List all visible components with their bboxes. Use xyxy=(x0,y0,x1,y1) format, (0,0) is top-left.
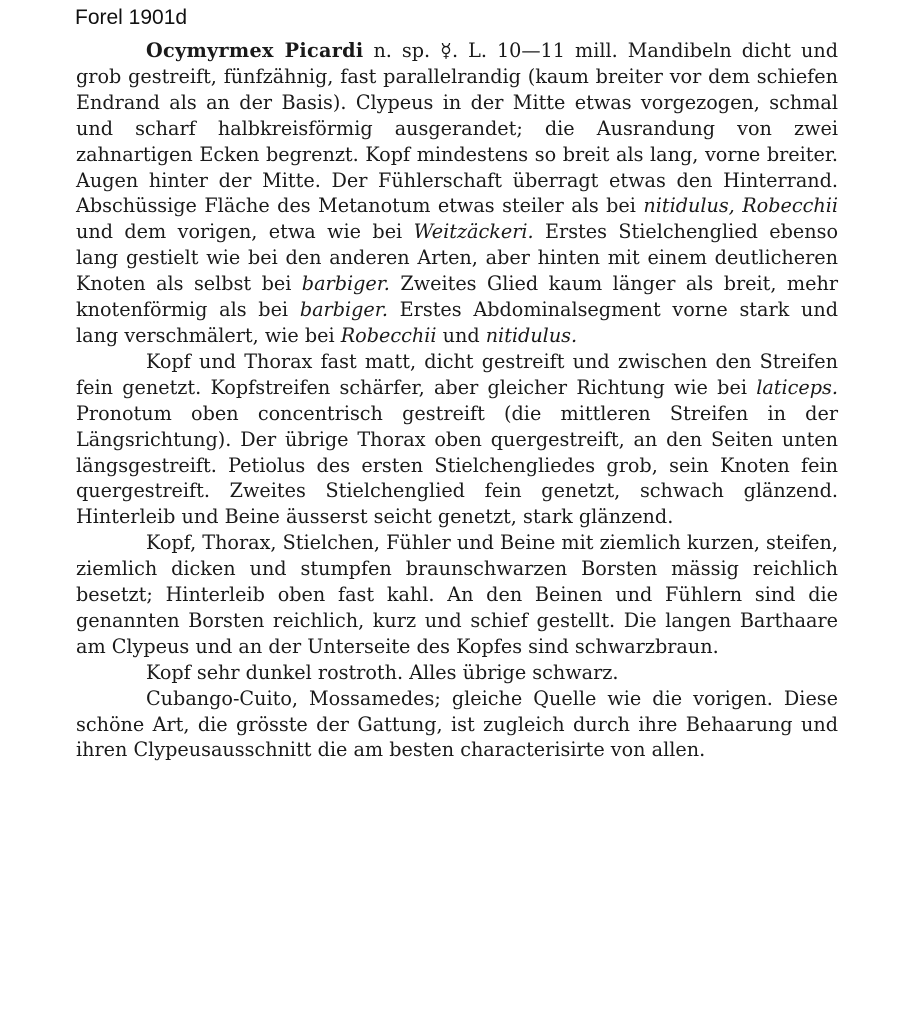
text-segment: n. sp. ☿. L. 10—11 mill. Mandibeln dicht und grob gestreift, fünfzähnig, fast parallelrandig (kaum breiter vor dem schiefen Endrand als an der Basis). Clypeus in der Mitte etwas vorgezogen, schmal und scharf halbkreisförmig ausgerandet; die Ausrandung von zwei zahnartigen Ecken begrenzt. Kopf mindestens so breit als lang, vorne breiter. Augen hinter der Mitte. Der Fühlerschaft überragt etwas den Hinterrand. Abschüssige Fläche des Metanotum etwas steiler als bei xyxy=(76,39,839,218)
taxon-name: nitidulus. xyxy=(485,323,578,347)
text-segment: und xyxy=(436,323,486,347)
text-segment: Pronotum oben concentrisch gestreift (die mittleren Streifen in der Längsrichtung). Der übrige Thorax oben quergestreift, an den Seiten unten längsgestreift. Petiolus des ersten Stielchengliedes grob, sein Knoten fein quergestreift. Zweites Stielchenglied fein genetzt, schwach glänzend. Hinterleib und Beine äusserst seicht genetzt, stark glänzend. xyxy=(76,401,838,529)
text-segment: Kopf sehr dunkel rostroth. Alles übrige schwarz. xyxy=(146,660,619,684)
species-name: Ocymyrmex Picardi xyxy=(146,39,364,62)
text-segment: Erstes Stielchenglied ebenso lang gestielt wie bei den anderen Arten, aber hinten mit einem deutlicheren Knoten als selbst bei xyxy=(76,220,838,296)
taxon-name: Robecchii xyxy=(340,323,437,347)
paragraph-sculpture xyxy=(76,349,838,530)
text-segment: Cubango-Cuito, Mossamedes; gleiche Quelle wie die vorigen. Diese schöne Art, die grösste der Gattung, ist zugleich durch ihre Behaarung und ihren Clypeusausschnitt die am besten characterisirte von allen. xyxy=(76,686,838,762)
text-segment: und dem vorigen, etwa wie bei xyxy=(76,220,414,244)
citation-label: Forel 1901d xyxy=(75,6,188,29)
species-description xyxy=(76,38,838,763)
taxon-name: barbiger. xyxy=(301,272,390,296)
text-segment: Zweites Glied kaum länger als breit, mehr knotenförmig als bei xyxy=(76,272,838,322)
paragraph-locality xyxy=(76,686,838,764)
text-segment: Kopf und Thorax fast matt, dicht gestreift und zwischen den Streifen fein genetzt. Kopfstreifen schärfer, aber gleicher Richtung wie bei xyxy=(76,349,838,399)
paragraph-pilosity xyxy=(76,530,838,660)
text-segment: Erstes Abdominalsegment vorne stark und lang verschmälert, wie bei xyxy=(76,298,838,347)
taxon-name: nitidulus, Robecchii xyxy=(643,194,838,218)
taxon-name: Weitzäckeri. xyxy=(413,220,534,244)
taxon-name: laticeps. xyxy=(756,375,838,399)
taxon-name: barbiger. xyxy=(299,298,388,322)
paragraph-diagnosis xyxy=(76,38,838,349)
text-segment: Kopf, Thorax, Stielchen, Fühler und Beine mit ziemlich kurzen, steifen, ziemlich dicken und stumpfen braunschwarzen Borsten mässig reichlich besetzt; Hinterleib oben fast kahl. An den Beinen und Fühlern sind die genannten Borsten reichlich, kurz und schief gestellt. Die langen Barthaare am Clypeus und an der Unterseite des Kopfes sind schwarzbraun. xyxy=(76,531,838,658)
paragraph-colour xyxy=(76,660,838,686)
